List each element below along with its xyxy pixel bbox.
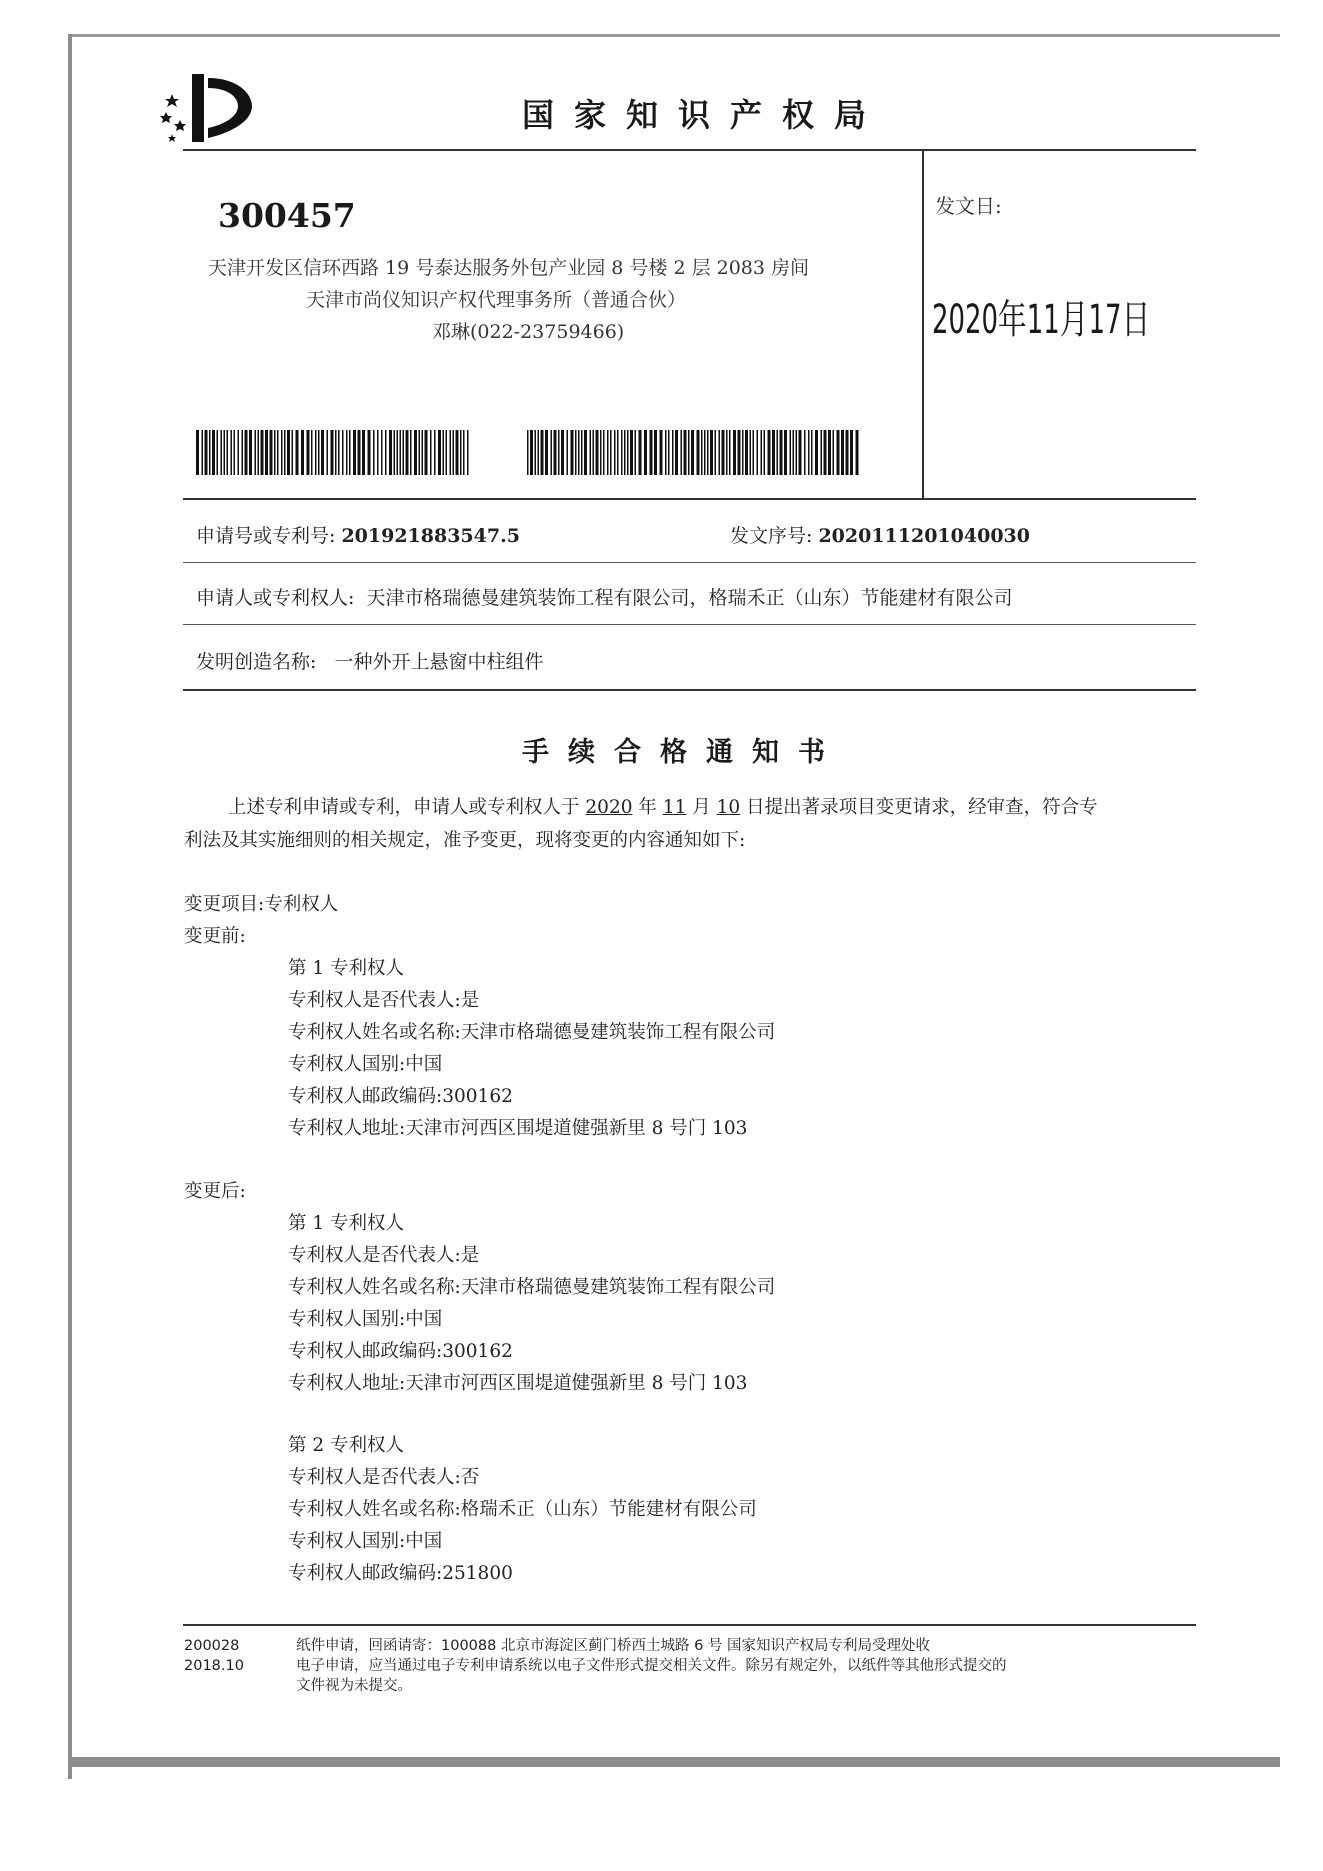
barcode-bar [538,430,540,475]
before-owner-1-country: 专利权人国别:中国 [288,1054,443,1075]
barcode-bar [621,430,623,475]
barcode-bar [672,430,674,475]
barcode-bar [607,430,609,475]
barcode-bar [777,430,779,475]
request-year: 2020 [585,797,633,818]
barcode-bar [654,430,657,475]
barcode-bar [837,430,840,475]
application-number-label: 申请号或专利号: [196,525,336,547]
barcode-bar [541,430,544,475]
request-day: 10 [716,797,741,818]
notice-paragraph-line-1 [228,791,1098,824]
form-date: 2018.10 [184,1658,244,1674]
barcode-bar [249,430,252,475]
recipient-contact: 邓琳(022-23759466) [432,321,625,343]
frame-bottom-edge [70,1757,1280,1767]
info-rule-1 [183,498,1196,500]
barcode-bar [738,430,741,475]
barcode-bar [610,430,612,475]
barcode-bar [446,430,448,475]
barcode-bar [221,430,223,475]
barcode-bar [217,430,219,475]
barcode-bar [385,430,387,475]
barcode-bar [527,430,529,475]
barcode-bar [434,430,436,475]
barcode-bar [691,430,694,475]
barcode-bar [400,430,402,475]
barcode-bar [270,430,273,475]
barcode-bar [567,430,569,475]
issue-date-label: 发文日: [935,194,1002,218]
barcode-bar [719,430,721,475]
barcode-bar [261,430,264,475]
barcode-bar [358,430,361,475]
barcode-bar [255,430,257,475]
after-owner-1-country: 专利权人国别:中国 [288,1309,443,1330]
issue-date: 2020年11月17日 [932,297,1151,343]
notice-paragraph-line-2: 利法及其实施细则的相关规定，准予变更，现将变更的内容通知如下: [184,830,746,851]
after-owner-1-address: 专利权人地址:天津市河西区围堤道健强新里 8 号门 103 [288,1373,748,1394]
barcode-bar [551,430,553,475]
before-owner-1-heading: 第 1 专利权人 [288,958,405,979]
barcode-bar [453,430,455,475]
barcode-bar [381,430,383,475]
barcode-bar [668,430,670,475]
barcode-bar [745,430,748,475]
barcode-bar [209,430,211,475]
barcode-bar [704,430,706,475]
barcode-bar [362,430,365,475]
barcode-bar [856,430,859,475]
barcode-bar [757,430,759,475]
paragraph-text-b: 年 [638,797,657,818]
paragraph-text-a: 上述专利申请或专利，申请人或专利权人于 [228,797,580,818]
info-rule-4 [183,689,1196,691]
barcode-bar [422,430,424,475]
footer-line-3: 文件视为未提交。 [296,1678,412,1694]
paragraph-text-c: 月 [692,797,711,818]
barcode-bar [590,430,592,475]
barcode-bar [575,430,577,475]
before-label: 变更前: [184,926,246,947]
office-name: 国家知识产权局 [522,96,887,134]
barcode-bar [772,430,775,475]
before-owner-1-postcode: 专利权人邮政编码:300162 [288,1086,513,1107]
before-owner-1-representative: 专利权人是否代表人:是 [288,990,480,1011]
barcode-bar [790,430,792,475]
change-item: 变更项目:专利权人 [184,894,339,915]
barcode-bar [227,430,229,475]
barcode-bar [460,430,462,475]
barcode-bar [281,430,283,475]
barcode-bar [456,430,459,475]
barcode-bar [284,430,286,475]
barcode-bar [742,430,744,475]
barcode-bar [593,430,595,475]
after-owner-2-representative: 专利权人是否代表人:否 [288,1467,480,1488]
barcode-bar [274,430,276,475]
barcode-bar [799,430,802,475]
barcode-bar [811,430,813,475]
barcode-bar [346,430,348,475]
frame-left-edge [68,34,72,1779]
barcode-bar [665,430,667,475]
barcode-bar [722,430,725,475]
barcode-bar [238,430,240,475]
barcode-bar [815,430,818,475]
barcode-bar [793,430,795,475]
barcode-bar [242,430,244,475]
barcode-bar [750,430,752,475]
barcode-bar [630,430,633,475]
barcode-bar [729,430,731,475]
barcode-bar [681,430,683,475]
barcode-bar [419,430,421,475]
barcode-bar [535,430,537,475]
barcode-bar [753,430,755,475]
barcode-bar [726,430,728,475]
footer-line-2: 电子申请，应当通过电子专利申请系统以电子文件形式提交相关文件。除另有规定外，以纸件等其他形式提交的 [296,1658,1007,1674]
barcode-bar [635,430,637,475]
barcode-right [527,430,860,475]
barcode-bar [301,430,304,475]
barcode-bar [627,430,629,475]
barcode-bar [277,430,279,475]
barcode-left [196,430,471,475]
barcode-bar [258,430,260,475]
barcode-bar [850,430,853,475]
barcode-bar [796,430,798,475]
barcode-bar [205,430,208,475]
barcode-bar [368,430,371,475]
barcode-bar [684,430,687,475]
barcode-bar [660,430,663,475]
barcode-bar [545,430,548,475]
barcode-bar [701,430,703,475]
barcode-bar [558,430,560,475]
barcode-bar [784,430,787,475]
invention-label: 发明创造名称: [196,651,317,673]
barcode-bar [715,430,717,475]
barcode-bar [373,430,375,475]
barcode-bar [554,430,557,475]
footer-rule [183,1624,1196,1626]
barcode-bar [600,430,602,475]
barcode-bar [581,430,583,475]
barcode-bar [430,430,432,475]
after-owner-1-heading: 第 1 专利权人 [288,1213,405,1234]
barcode-bar [403,430,405,475]
barcode-bar [644,430,647,475]
barcode-bar [224,430,226,475]
barcode-bar [202,430,204,475]
after-label: 变更后: [184,1181,246,1202]
barcode-bar [821,430,823,475]
postal-code: 300457 [218,196,356,235]
barcode-bar [349,430,351,475]
barcode-bar [833,430,835,475]
notice-title: 手续合格通知书 [522,737,844,768]
barcode-bar [578,430,580,475]
barcode-bar [394,430,396,475]
invention-row [196,647,544,674]
footer-line-1: 纸件申请，回函请寄：100088 北京市海淀区蓟门桥西土城路 6 号 国家知识产权局专利局受理处收 [296,1638,931,1654]
barcode-bar [617,430,619,475]
barcode-bar [443,430,445,475]
barcode-bar [804,430,806,475]
barcode-bar [292,430,294,475]
barcode-bar [828,430,831,475]
barcode-bar [768,430,771,475]
barcode-bar [397,430,399,475]
applicant-label: 申请人或专利权人: [196,587,355,609]
barcode-bar [450,430,452,475]
barcode-bar [780,430,783,475]
barcode-bar [234,430,236,475]
barcode-bar [389,430,392,475]
info-rule-2 [183,562,1196,563]
barcode-bar [318,430,320,475]
barcode-bar [438,430,441,475]
barcode-bar [707,430,709,475]
barcode-bar [321,430,324,475]
barcode-bar [307,430,310,475]
barcode-bar [571,430,574,475]
barcode-bar [245,430,248,475]
barcode-bar [584,430,587,475]
barcode-bar [410,430,412,475]
barcode-bar [841,430,844,475]
barcode-bar [697,430,700,475]
form-number: 200028 [184,1638,240,1654]
after-owner-2-country: 专利权人国别:中国 [288,1531,443,1552]
recipient-address: 天津开发区信环西路 19 号泰达服务外包产业园 8 号楼 2 层 2083 房间 [208,257,810,279]
barcode-bar [764,430,766,475]
barcode-bar [327,430,329,475]
document-number-row [730,521,1030,548]
barcode-bar [639,430,642,475]
barcode-bar [846,430,849,475]
after-owner-1-representative: 专利权人是否代表人:是 [288,1245,480,1266]
document-number-label: 发文序号: [730,525,813,547]
barcode-bar [231,430,233,475]
after-owner-2-postcode: 专利权人邮政编码:251800 [288,1563,513,1584]
after-owner-2-heading: 第 2 专利权人 [288,1435,405,1456]
barcode-bar [265,430,268,475]
barcode-bar [530,430,533,475]
barcode-bar [596,430,599,475]
document-number: 2020111201040030 [818,525,1030,547]
barcode-bar [338,430,340,475]
recipient-agency: 天津市尚仪知识产权代理事务所（普通合伙） [306,289,687,311]
frame-top-edge [70,34,1280,37]
barcode-bar [414,430,417,475]
barcode-bar [614,430,616,475]
barcode-bar [761,430,763,475]
barcode-bar [603,430,605,475]
application-number: 201921883547.5 [341,525,520,547]
barcode-bar [296,430,299,475]
after-owner-1-name: 专利权人姓名或名称:天津市格瑞德曼建筑装饰工程有限公司 [288,1277,776,1298]
after-owner-2-name: 专利权人姓名或名称:格瑞禾正（山东）节能建材有限公司 [288,1499,757,1520]
barcode-bar [406,430,409,475]
invention-name: 一种外开上悬窗中柱组件 [334,651,544,673]
barcode-bar [311,430,313,475]
barcode-bar [212,430,215,475]
applicant-row [196,583,1013,610]
barcode-bar [650,430,653,475]
barcode-bar [287,430,290,475]
request-month: 11 [662,797,687,818]
barcode-bar [196,430,199,475]
after-owner-1-postcode: 专利权人邮政编码:300162 [288,1341,513,1362]
barcode-bar [624,430,626,475]
barcode-bar [467,430,469,475]
barcode-bar [353,430,356,475]
barcode-bar [315,430,317,475]
before-owner-1-address: 专利权人地址:天津市河西区围堤道健强新里 8 号门 103 [288,1118,748,1139]
barcode-bar [342,430,344,475]
barcode-bar [710,430,713,475]
barcode-bar [808,430,810,475]
cnipa-emblem-icon [160,72,260,142]
barcode-bar [335,430,337,475]
applicant-names: 天津市格瑞德曼建筑装饰工程有限公司，格瑞禾正（山东）节能建材有限公司 [366,587,1013,609]
barcode-bar [824,430,827,475]
barcode-bar [688,430,690,475]
header-column-divider [922,150,924,498]
barcode-bar [331,430,334,475]
barcode-bar [463,430,465,475]
barcode-bar [425,430,428,475]
barcode-bar [675,430,678,475]
application-number-row [196,521,520,548]
header-rule [183,149,1196,151]
barcode-bar [377,430,379,475]
before-owner-1-name: 专利权人姓名或名称:天津市格瑞德曼建筑装饰工程有限公司 [288,1022,776,1043]
barcode-bar [561,430,564,475]
barcode-bar [733,430,736,475]
paragraph-text-d: 日提出著录项目变更请求，经审查，符合专 [746,797,1098,818]
info-rule-3 [183,624,1196,625]
